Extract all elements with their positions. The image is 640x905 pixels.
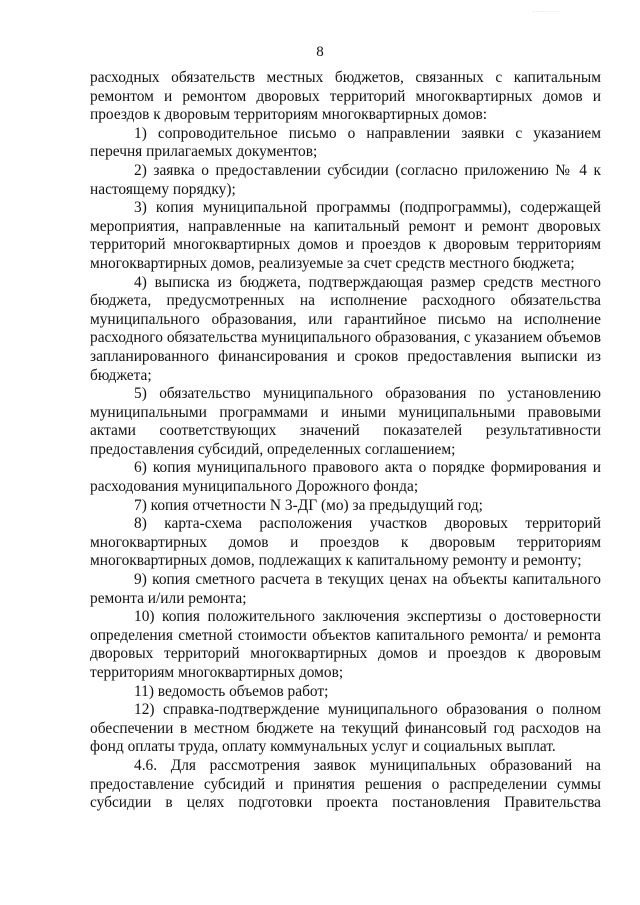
scan-mark: ········· <box>533 9 560 15</box>
list-item-9: 9) копия сметного расчета в текущих ценах на объекты капитального ремонта и/или ремонта; <box>90 571 601 607</box>
list-item-12: 12) справка-подтверждение муниципального образования о полном обеспечении в местном бюджете на текущий финансовый год расходов на фонд оплаты труда, оплату коммунальных услуг и социальных выплат. <box>90 701 601 756</box>
section-4-6-paragraph: 4.6. Для рассмотрения заявок муниципальных образований на предоставление субсидий и принятия решения о распределении суммы субсидии в целях подготовки проекта постановления Правительства <box>90 756 601 812</box>
list-item-4: 4) выписка из бюджета, подтверждающая размер средств местного бюджета, предусмотренных на исполнение расходного обязательства муниципального образования, или гарантийное письмо на исполнение расходного обязательства муниципального образования, с указанием объемов запланированного финансирования и сроков предоставления выписки из бюджета; <box>90 273 601 384</box>
paragraph-intro-continuation: расходных обязательств местных бюджетов, связанных с капитальным ремонтом и ремонтом дворовых территорий многоквартирных домов и проездов к дворовым территориям многоквартирных домов: <box>90 69 601 124</box>
list-item-1: 1) сопроводительное письмо о направлении заявки с указанием перечня прилагаемых документов; <box>90 124 601 161</box>
list-item-3: 3) копия муниципальной программы (подпрограммы), содержащей мероприятия, направленные на капитальный ремонт и ремонт дворовых территорий многоквартирных домов и проездов к дворовым территориям многоквартирных домов, реализуемые за счет средств местного бюджета; <box>90 199 601 272</box>
document-body <box>90 69 601 813</box>
list-item-2: 2) заявка о предоставлении субсидии (согласно приложению № 4 к настоящему порядку); <box>90 161 601 198</box>
list-item-10: 10) копия положительного заключения экспертизы о достоверности определения сметной стоимости объектов капитального ремонта/ и ремонта дворовых территорий многоквартирных домов и проездов к дворовым территориям многоквартирных домов; <box>90 608 601 681</box>
list-item-7: 7) копия отчетности N 3-ДГ (мо) за предыдущий год; <box>134 496 483 514</box>
list-item-11: 11) ведомость объемов работ; <box>134 682 329 700</box>
list-item-6: 6) копия муниципального правового акта о порядке формирования и расходования муниципального Дорожного фонда; <box>90 459 601 496</box>
list-item-5: 5) обязательство муниципального образования по установлению муниципальными программами и иными муниципальными правовыми актами соответствующих значений показателей результативности предоставления субсидий, определенных соглашением; <box>90 385 601 458</box>
list-item-8: 8) карта-схема расположения участков дворовых территорий многоквартирных домов и проездов к дворовым территориям многоквартирных домов, подлежащих к капитальному ремонту и ремонту; <box>90 515 601 570</box>
page-number: 8 <box>316 44 324 60</box>
